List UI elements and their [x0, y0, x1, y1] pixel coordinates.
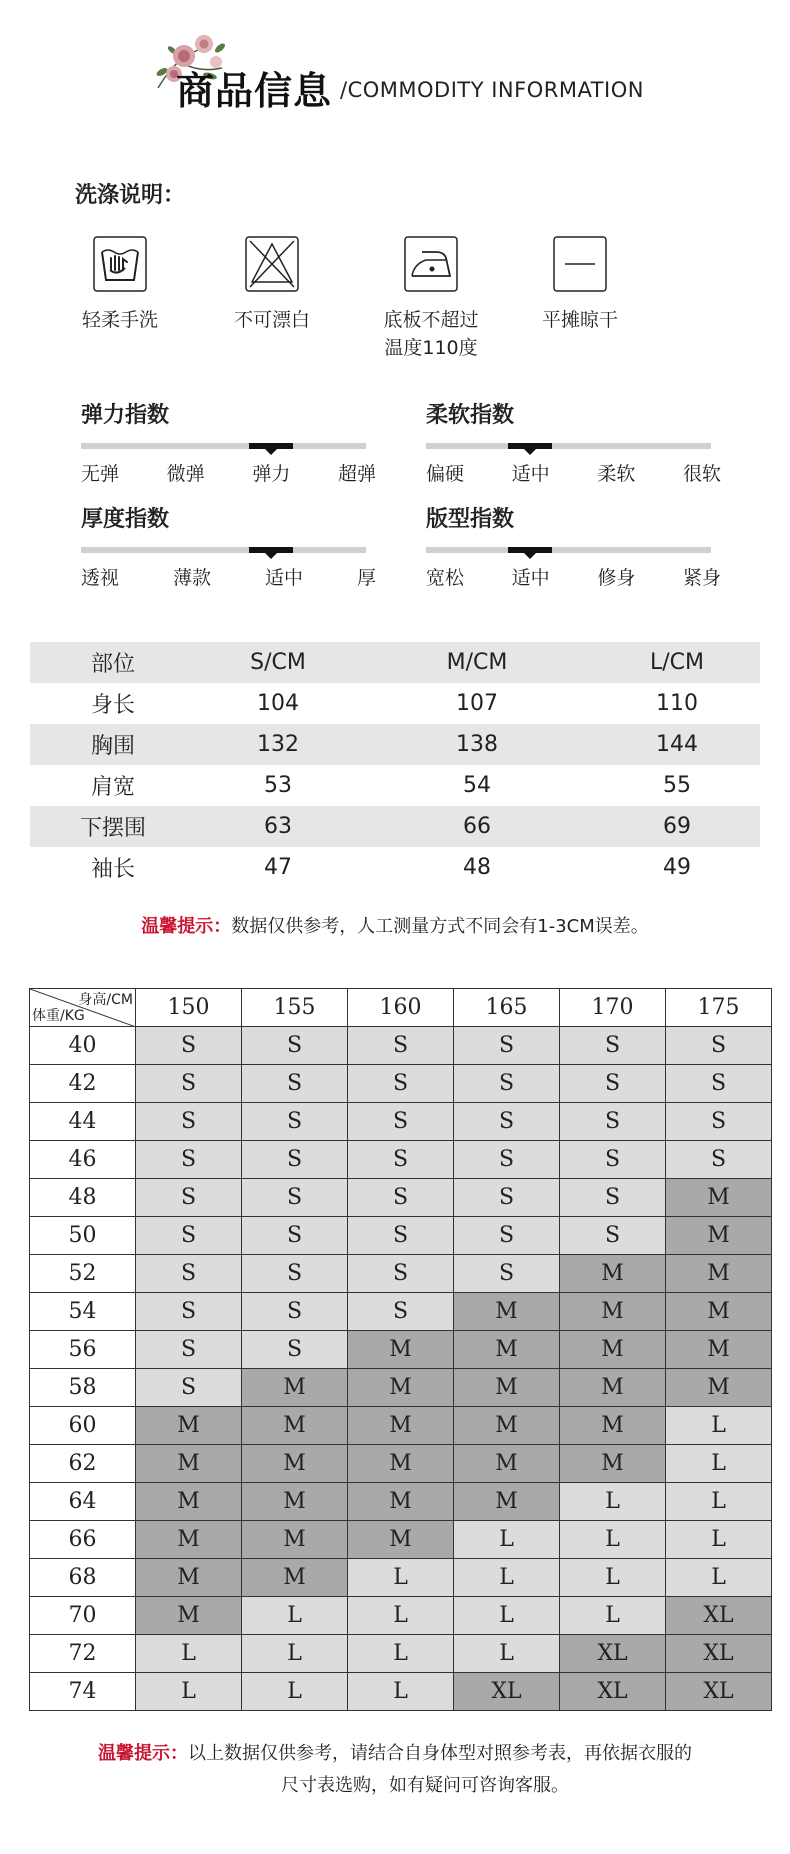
fit-size-cell: S: [136, 1027, 242, 1065]
fit-size-cell: S: [666, 1141, 772, 1179]
fit-size-cell: M: [242, 1559, 348, 1597]
fit-size-cell: S: [454, 1179, 560, 1217]
fit-size-cell: S: [242, 1027, 348, 1065]
weight-header: 48: [30, 1179, 136, 1217]
fit-size-cell: M: [242, 1369, 348, 1407]
wash-label: 轻柔手洗: [81, 309, 158, 331]
fit-size-cell: S: [136, 1179, 242, 1217]
fit-row: [30, 1331, 772, 1369]
fit-row: [30, 1483, 772, 1521]
fit-size-cell: S: [666, 1103, 772, 1141]
fit-size-cell: S: [348, 1293, 454, 1331]
height-header: 150: [136, 989, 242, 1027]
wash-item-iron: [356, 236, 506, 362]
fit-size-cell: S: [136, 1369, 242, 1407]
fit-row: [30, 1065, 772, 1103]
fit-size-cell: M: [136, 1521, 242, 1559]
index-labels: 透视 薄款 适中 厚: [81, 567, 376, 589]
fit-size-cell: M: [454, 1445, 560, 1483]
fit-size-cell: M: [560, 1369, 666, 1407]
fit-size-cell: M: [666, 1331, 772, 1369]
weight-header: 52: [30, 1255, 136, 1293]
wash-item-dry-flat: [505, 236, 655, 334]
fit-row: [30, 1027, 772, 1065]
index-title: 弹力指数: [81, 403, 170, 428]
fit-size-cell: S: [454, 1217, 560, 1255]
header: [0, 0, 790, 130]
fit-size-cell: S: [242, 1331, 348, 1369]
fit-size-cell: S: [454, 1255, 560, 1293]
fit-size-cell: M: [348, 1445, 454, 1483]
table-row: 身长 104 107 110: [90, 691, 698, 718]
fit-size-cell: L: [136, 1673, 242, 1711]
table-row: 肩宽 53 54 55: [90, 773, 691, 800]
index-labels: 无弹 微弹 弹力 超弹: [81, 463, 376, 485]
fit-row: [30, 1217, 772, 1255]
wash-label: 底板不超过 温度110度: [383, 309, 479, 359]
fit-size-cell: S: [348, 1255, 454, 1293]
fit-size-cell: M: [136, 1559, 242, 1597]
fit-size-cell: S: [136, 1217, 242, 1255]
index-marker: [508, 547, 552, 553]
weight-header: 50: [30, 1217, 136, 1255]
fit-size-cell: L: [666, 1445, 772, 1483]
fit-size-cell: XL: [560, 1635, 666, 1673]
height-header: 160: [348, 989, 454, 1027]
tip-text: 数据仅供参考，人工测量方式不同会有1-3CM误差。: [231, 916, 649, 937]
fit-size-cell: S: [348, 1141, 454, 1179]
tip-label: 温馨提示：: [141, 916, 232, 937]
fit-size-cell: S: [242, 1179, 348, 1217]
wash-item-no-bleach: [197, 236, 347, 334]
fit-size-cell: S: [454, 1065, 560, 1103]
fit-size-cell: L: [560, 1597, 666, 1635]
table-row: 袖长 47 48 49: [90, 855, 691, 882]
fit-size-cell: M: [348, 1407, 454, 1445]
fit-row: [30, 1407, 772, 1445]
weight-header: 64: [30, 1483, 136, 1521]
fit-row: [30, 1635, 772, 1673]
index-thickness: [81, 502, 381, 590]
weight-header: 40: [30, 1027, 136, 1065]
weight-header: 42: [30, 1065, 136, 1103]
index-elasticity: [81, 398, 381, 486]
table-row: 下摆围 63 66 69: [30, 806, 760, 847]
wash-label: 平摊晾干: [541, 309, 618, 331]
index-labels: 偏硬 适中 柔软 很软: [426, 463, 721, 485]
fit-size-cell: L: [666, 1407, 772, 1445]
fit-size-cell: M: [242, 1445, 348, 1483]
fit-row: [30, 1559, 772, 1597]
dry-flat-icon: [553, 236, 607, 292]
iron-low-icon: [404, 236, 458, 292]
fit-size-cell: S: [136, 1255, 242, 1293]
fit-size-cell: M: [454, 1407, 560, 1445]
fit-size-cell: S: [136, 1103, 242, 1141]
index-marker: [249, 547, 293, 553]
weight-header: 60: [30, 1407, 136, 1445]
fit-header-row: [30, 989, 772, 1027]
fit-size-cell: M: [666, 1255, 772, 1293]
fit-size-cell: M: [454, 1369, 560, 1407]
fit-row: [30, 1141, 772, 1179]
fit-size-cell: S: [454, 1027, 560, 1065]
weight-header: 58: [30, 1369, 136, 1407]
index-marker: [249, 443, 293, 449]
fit-size-cell: L: [348, 1673, 454, 1711]
fit-row: [30, 1369, 772, 1407]
index-title: 柔软指数: [426, 403, 515, 428]
fit-size-cell: S: [136, 1293, 242, 1331]
fit-size-cell: M: [454, 1483, 560, 1521]
fit-size-cell: S: [348, 1179, 454, 1217]
fit-size-cell: L: [666, 1521, 772, 1559]
fit-size-cell: M: [242, 1407, 348, 1445]
fit-row: [30, 1597, 772, 1635]
fit-size-cell: M: [348, 1331, 454, 1369]
fit-size-cell: S: [666, 1065, 772, 1103]
page-subtitle: /COMMODITY INFORMATION: [340, 78, 644, 102]
fit-size-cell: S: [242, 1141, 348, 1179]
fit-size-cell: L: [560, 1559, 666, 1597]
weight-header: 56: [30, 1331, 136, 1369]
index-track: [81, 547, 366, 553]
wash-label: 不可漂白: [233, 309, 310, 331]
fit-size-cell: M: [560, 1255, 666, 1293]
fit-size-cell: M: [454, 1331, 560, 1369]
fit-size-cell: L: [666, 1483, 772, 1521]
fit-size-cell: M: [348, 1369, 454, 1407]
fit-size-cell: L: [348, 1635, 454, 1673]
fit-size-cell: L: [454, 1635, 560, 1673]
fit-size-cell: L: [242, 1673, 348, 1711]
fit-size-cell: S: [242, 1103, 348, 1141]
fit-size-cell: S: [560, 1217, 666, 1255]
page-title: 商品信息: [176, 69, 333, 113]
weight-header: 46: [30, 1141, 136, 1179]
fit-size-cell: M: [136, 1407, 242, 1445]
fit-size-cell: L: [454, 1559, 560, 1597]
fit-size-cell: L: [348, 1597, 454, 1635]
fit-size-cell: S: [242, 1217, 348, 1255]
fit-size-cell: XL: [454, 1673, 560, 1711]
fit-size-cell: L: [454, 1597, 560, 1635]
weight-header: 66: [30, 1521, 136, 1559]
fit-size-cell: S: [560, 1065, 666, 1103]
wash-title: 洗涤说明：: [75, 183, 186, 208]
height-header: 175: [666, 989, 772, 1027]
no-bleach-icon: [245, 236, 299, 292]
fit-row: [30, 1521, 772, 1559]
fit-size-cell: XL: [666, 1597, 772, 1635]
fit-size-cell: L: [454, 1521, 560, 1559]
fit-corner-cell: [30, 989, 136, 1027]
fit-size-cell: S: [454, 1103, 560, 1141]
fit-size-cell: S: [560, 1103, 666, 1141]
fit-size-cell: S: [666, 1027, 772, 1065]
fit-size-cell: M: [666, 1369, 772, 1407]
fit-size-cell: L: [560, 1521, 666, 1559]
fit-row: [30, 1445, 772, 1483]
fit-size-cell: M: [560, 1293, 666, 1331]
fit-size-cell: XL: [666, 1673, 772, 1711]
fit-size-cell: S: [560, 1027, 666, 1065]
hand-wash-icon: [93, 236, 147, 292]
table-row: 胸围 132 138 144: [30, 724, 760, 765]
fit-size-cell: S: [348, 1217, 454, 1255]
size-advice-tip: [0, 1738, 790, 1802]
fit-size-cell: M: [560, 1407, 666, 1445]
fit-size-cell: M: [560, 1331, 666, 1369]
fit-size-cell: S: [560, 1179, 666, 1217]
height-header: 165: [454, 989, 560, 1027]
corner-weight-label: 体重/KG: [32, 1008, 85, 1024]
tip-text: 以上数据仅供参考，请结合自身体型对照参考表，再依据衣服的: [188, 1743, 692, 1764]
weight-header: 68: [30, 1559, 136, 1597]
fit-size-cell: M: [454, 1293, 560, 1331]
fit-size-cell: L: [348, 1559, 454, 1597]
index-softness: [426, 398, 726, 486]
fit-size-cell: S: [348, 1103, 454, 1141]
fit-size-cell: S: [454, 1141, 560, 1179]
fit-size-cell: S: [242, 1293, 348, 1331]
fit-size-cell: M: [348, 1521, 454, 1559]
corner-height-label: 身高/CM: [78, 992, 133, 1008]
measurement-tip: [0, 912, 790, 938]
fit-size-cell: S: [348, 1027, 454, 1065]
fit-size-cell: L: [136, 1635, 242, 1673]
weight-header: 62: [30, 1445, 136, 1483]
fit-size-cell: M: [666, 1293, 772, 1331]
weight-header: 70: [30, 1597, 136, 1635]
index-marker: [508, 443, 552, 449]
index-labels: 宽松 适中 修身 紧身: [426, 567, 721, 589]
fit-row: [30, 1673, 772, 1711]
fit-size-cell: L: [242, 1635, 348, 1673]
fit-row: [30, 1293, 772, 1331]
fit-size-cell: M: [136, 1597, 242, 1635]
fit-size-cell: M: [666, 1179, 772, 1217]
fit-size-cell: L: [242, 1597, 348, 1635]
tip-text: 尺寸表选购，如有疑问可咨询客服。: [281, 1775, 569, 1796]
fit-row: [30, 1255, 772, 1293]
fit-size-cell: S: [136, 1065, 242, 1103]
weight-header: 74: [30, 1673, 136, 1711]
fit-size-cell: S: [136, 1331, 242, 1369]
size-table: [30, 642, 760, 888]
index-fit: [426, 502, 726, 590]
fit-size-cell: M: [136, 1445, 242, 1483]
index-track: [426, 547, 711, 553]
index-track: [81, 443, 366, 449]
fit-size-cell: S: [242, 1065, 348, 1103]
fit-size-cell: XL: [666, 1635, 772, 1673]
fit-size-cell: L: [560, 1483, 666, 1521]
height-header: 155: [242, 989, 348, 1027]
fit-size-cell: M: [666, 1217, 772, 1255]
weight-header: 54: [30, 1293, 136, 1331]
index-track: [426, 443, 711, 449]
height-header: 170: [560, 989, 666, 1027]
fit-size-cell: M: [242, 1483, 348, 1521]
fit-row: [30, 1179, 772, 1217]
fit-table: [29, 988, 772, 1711]
fit-size-cell: M: [560, 1445, 666, 1483]
fit-size-cell: XL: [560, 1673, 666, 1711]
fit-size-cell: S: [242, 1255, 348, 1293]
weight-header: 44: [30, 1103, 136, 1141]
fit-row: [30, 1103, 772, 1141]
fit-size-cell: S: [348, 1065, 454, 1103]
fit-size-cell: M: [348, 1483, 454, 1521]
fit-size-cell: M: [136, 1483, 242, 1521]
fit-size-cell: S: [136, 1141, 242, 1179]
fit-size-cell: M: [242, 1521, 348, 1559]
table-header-row: 部位 S/CM M/CM L/CM: [30, 642, 760, 683]
index-title: 厚度指数: [81, 507, 170, 532]
weight-header: 72: [30, 1635, 136, 1673]
fit-size-cell: L: [666, 1559, 772, 1597]
wash-item-hand-wash: [45, 236, 195, 334]
tip-label: 温馨提示：: [98, 1743, 188, 1764]
fit-size-cell: S: [560, 1141, 666, 1179]
index-title: 版型指数: [426, 507, 515, 532]
